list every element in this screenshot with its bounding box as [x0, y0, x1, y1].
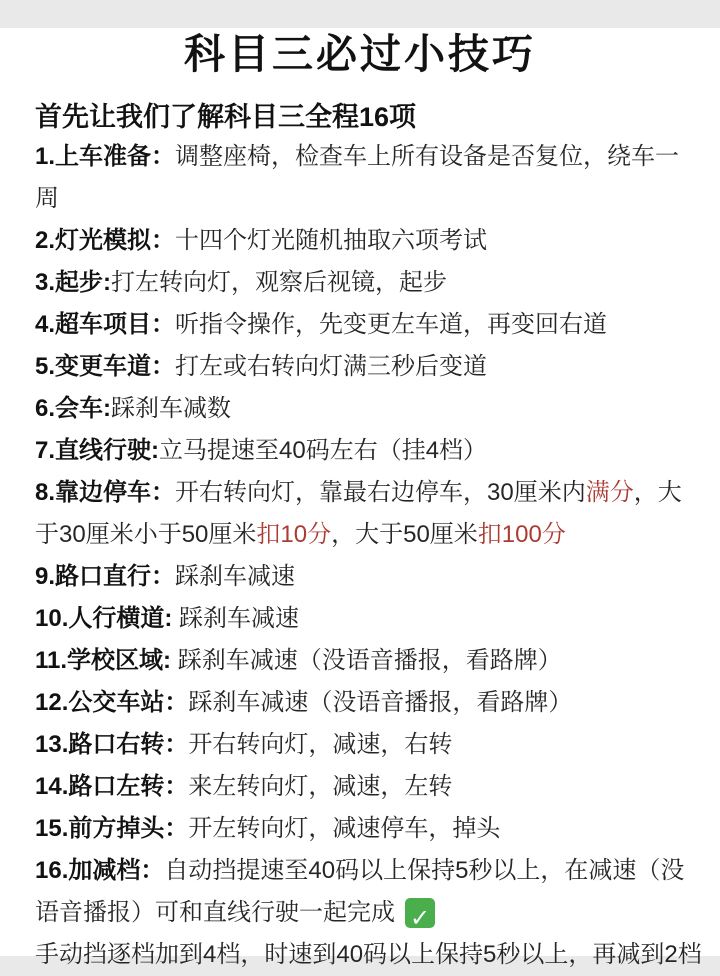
list-item: [35, 388, 702, 430]
item-label: 1.上车准备：: [35, 143, 176, 170]
item-text: 踩刹车减速: [175, 563, 296, 590]
list-item: [35, 556, 702, 598]
list-item: [35, 682, 702, 724]
item-text: ，大于50厘米: [331, 521, 478, 548]
list-item: [35, 598, 702, 640]
item-text: 来左转向灯，减速，左转: [188, 773, 453, 800]
list-item: [35, 808, 702, 850]
item-text: 听指令操作，先变更左车道，再变回右道: [175, 311, 608, 338]
item-label: 3.起步:: [35, 269, 112, 296]
item-text: 踩刹车减数: [111, 395, 232, 422]
list-item: [35, 136, 702, 220]
item-text: 开左转向灯，减速停车，掉头: [188, 815, 501, 842]
check-icon: [405, 898, 435, 932]
item-text: 手动挡逐档加到4档，时速到40码以上保持5秒以上，再减到2档: [35, 941, 702, 968]
item-text: 开右转向灯，减速，右转: [188, 731, 453, 758]
item-text-highlight: 满分: [585, 479, 634, 506]
item-label: 12.公交车站：: [35, 689, 189, 716]
list-item: [35, 346, 702, 388]
item-text-highlight: 扣100分: [477, 521, 566, 548]
item-text: ，大于30厘米小于50厘米: [35, 479, 682, 548]
item-label: 15.前方掉头：: [35, 815, 189, 842]
page-title: 科目三必过小技巧: [184, 31, 536, 77]
item-text: 打左或右转向灯满三秒后变道: [175, 353, 488, 380]
subtitle: 首先让我们了解科目三全程16项: [35, 102, 417, 132]
item-label: 6.会车:: [35, 395, 112, 422]
list-item: [35, 430, 702, 472]
item-text: 开右转向灯，靠最右边停车，30厘米内: [175, 479, 586, 506]
item-text: 踩刹车减速: [179, 605, 300, 632]
list-item: [35, 724, 702, 766]
item-label: 2.灯光模拟：: [35, 227, 176, 254]
item-label: 14.路口左转：: [35, 773, 189, 800]
tips-list: [35, 136, 702, 976]
item-text: 调整座椅，检查车上所有设备是否复位，绕车一 周: [35, 143, 680, 212]
list-item: [35, 640, 702, 682]
list-item: [35, 304, 702, 346]
item-text: 踩刹车减速（没语音播报，看路牌）: [188, 689, 573, 716]
item-text: 打左转向灯，观察后视镜，起步: [111, 269, 448, 296]
item-text: 自动挡提速至40码以上保持5秒以上，在减速（没语音播报）可和直线行驶一起完成: [35, 857, 685, 926]
item-text: 立马提速至40码左右（挂4档）: [159, 437, 488, 464]
item-label: 13.路口右转：: [35, 731, 189, 758]
item-text-highlight: 扣10分: [256, 521, 332, 548]
item-label: 5.变更车道：: [35, 353, 176, 380]
item-label: 7.直线行驶:: [35, 437, 160, 464]
list-item: [35, 934, 702, 976]
list-item: [35, 850, 702, 934]
item-label: 11.学校区域:: [35, 647, 178, 674]
item-label: 8.靠边停车：: [35, 479, 176, 506]
item-label: 9.路口直行：: [35, 563, 176, 590]
item-text: 十四个灯光随机抽取六项考试: [175, 227, 488, 254]
list-item: [35, 220, 702, 262]
list-item: [35, 766, 702, 808]
page: [0, 28, 720, 968]
list-item: [35, 262, 702, 304]
item-label: 16.加减档：: [35, 857, 165, 884]
list-item: [35, 472, 702, 556]
check-glyph: ✓: [409, 905, 431, 932]
item-label: 10.人行横道:: [35, 605, 180, 632]
item-label: 4.超车项目：: [35, 311, 176, 338]
item-text: 踩刹车减速（没语音播报，看路牌）: [177, 647, 562, 674]
